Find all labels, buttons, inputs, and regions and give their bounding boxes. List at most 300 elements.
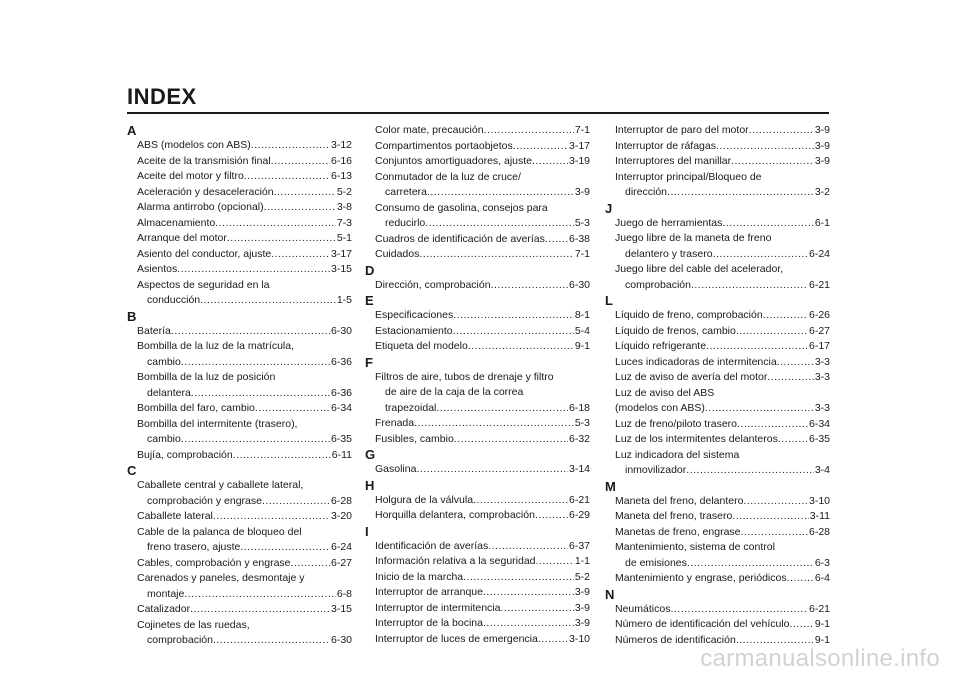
index-entry-text: Frenada bbox=[375, 417, 415, 429]
index-entry-text: Bombilla del intermitente (trasero), bbox=[137, 417, 298, 430]
index-page-number: 6-35 bbox=[330, 433, 352, 445]
index-leader-dots bbox=[190, 602, 330, 618]
index-leader-dots bbox=[737, 417, 808, 433]
index-entry-text: Bujía, comprobación bbox=[137, 448, 233, 461]
index-entry bbox=[127, 571, 352, 587]
index-page-number: 6-21 bbox=[808, 278, 830, 291]
index-letter-heading: J bbox=[605, 200, 613, 216]
index-entry-text: Bombilla de la luz de la matrícula, bbox=[137, 340, 294, 352]
index-entry bbox=[605, 216, 830, 232]
index-entry bbox=[605, 509, 830, 525]
index-letter-heading: I bbox=[365, 523, 369, 539]
index-entry-text: Interruptor de paro del motor bbox=[615, 124, 749, 136]
index-letter-heading: D bbox=[365, 262, 375, 278]
index-page-number: 5-2 bbox=[336, 185, 352, 198]
index-entry bbox=[605, 417, 830, 433]
index-entry-text: montaje bbox=[147, 587, 185, 600]
index-entry-text: Maneta del freno, delantero bbox=[615, 494, 744, 507]
index-page-number: 6-37 bbox=[568, 539, 590, 552]
index-entry-text: cambio bbox=[147, 433, 181, 445]
index-leader-dots bbox=[778, 432, 808, 448]
index-page-number: 6-4 bbox=[814, 572, 830, 584]
index-entry bbox=[605, 386, 830, 402]
index-leader-dots bbox=[416, 462, 568, 478]
title-rule bbox=[127, 112, 829, 114]
index-leader-dots bbox=[213, 509, 330, 525]
index-entry bbox=[365, 432, 590, 448]
index-entry-text: Luz indicadora del sistema bbox=[615, 448, 740, 461]
index-entry-text: Estacionamiento bbox=[375, 324, 453, 337]
index-leader-dots bbox=[271, 154, 330, 170]
index-page-number: 6-21 bbox=[808, 602, 830, 615]
index-page-number: 6-13 bbox=[330, 170, 352, 182]
index-entry-text: Cuidados bbox=[375, 248, 420, 260]
index-entry bbox=[605, 540, 830, 556]
index-entry bbox=[127, 401, 352, 417]
index-entry bbox=[127, 417, 352, 433]
index-column-3 bbox=[605, 123, 830, 648]
index-leader-dots bbox=[491, 278, 568, 294]
index-leader-dots bbox=[436, 401, 568, 417]
index-entry-text: ABS (modelos con ABS) bbox=[137, 139, 251, 151]
index-entry bbox=[127, 556, 352, 572]
index-entry-text: de emisiones bbox=[625, 556, 687, 569]
index-leader-dots bbox=[251, 138, 330, 154]
index-letter-heading: L bbox=[605, 293, 613, 308]
index-entry bbox=[365, 308, 590, 324]
index-entry-text: Cables, comprobación y engrase bbox=[137, 556, 291, 569]
index-entry bbox=[365, 370, 590, 386]
index-leader-dots bbox=[200, 293, 336, 309]
index-entry bbox=[365, 185, 590, 201]
index-leader-dots bbox=[535, 508, 568, 524]
index-leader-dots bbox=[787, 571, 814, 587]
index-page-number: 6-17 bbox=[808, 340, 830, 352]
index-page-number: 3-15 bbox=[330, 603, 352, 615]
index-entry bbox=[605, 185, 830, 201]
index-leader-dots bbox=[414, 416, 574, 432]
index-entry-text: Especificaciones bbox=[375, 309, 454, 321]
index-page-number: 5-4 bbox=[574, 324, 590, 337]
index-leader-dots bbox=[538, 632, 568, 648]
index-leader-dots bbox=[453, 324, 574, 340]
index-page-number: 3-9 bbox=[574, 186, 590, 198]
index-page-number: 6-32 bbox=[568, 432, 590, 445]
index-entry-text: Luz de aviso de avería del motor bbox=[615, 371, 768, 383]
index-entry-text: Bombilla de la luz de posición bbox=[137, 371, 276, 383]
index-letter-heading: A bbox=[127, 123, 137, 138]
index-entry-text: delantera bbox=[147, 386, 191, 399]
index-entry-text: Bombilla del faro, cambio bbox=[137, 402, 255, 414]
index-leader-dots bbox=[181, 432, 330, 448]
index-entry bbox=[127, 633, 352, 649]
index-page-number: 6-18 bbox=[568, 401, 590, 414]
index-leader-dots bbox=[670, 602, 808, 618]
index-page-number: 9-1 bbox=[574, 340, 590, 352]
index-leader-dots bbox=[790, 617, 814, 633]
index-entry bbox=[605, 571, 830, 587]
index-entry-text: Números de identificación bbox=[615, 633, 736, 646]
index-entry-text: Cuadros de identificación de averías bbox=[375, 232, 545, 245]
index-entry-text: Compartimentos portaobjetos bbox=[375, 139, 513, 152]
index-leader-dots bbox=[264, 200, 336, 216]
index-leader-dots bbox=[213, 633, 330, 649]
index-page-number: 3-12 bbox=[330, 139, 352, 151]
index-entry-text: Batería bbox=[137, 324, 171, 337]
index-entry-text: Interruptor de la bocina bbox=[375, 617, 483, 629]
index-leader-dots bbox=[171, 324, 330, 340]
index-entry-text: Cable de la palanca de bloqueo del bbox=[137, 525, 302, 538]
index-entry-text: Caballete lateral bbox=[137, 510, 213, 522]
index-entry bbox=[365, 416, 590, 432]
index-entry-text: Dirección, comprobación bbox=[375, 278, 491, 291]
index-entry bbox=[605, 154, 830, 170]
index-leader-dots bbox=[777, 355, 814, 371]
index-entry-text: Consumo de gasolina, consejos para bbox=[375, 201, 548, 214]
index-entry bbox=[605, 123, 830, 139]
index-page-number: 9-1 bbox=[814, 618, 830, 630]
index-page-number: 6-30 bbox=[330, 634, 352, 646]
index-entry-text: Catalizador bbox=[137, 603, 191, 615]
index-leader-dots bbox=[483, 585, 574, 601]
index-entry bbox=[365, 247, 590, 263]
index-page-number: 3-19 bbox=[568, 155, 590, 167]
index-entry bbox=[365, 232, 590, 248]
index-entry bbox=[127, 355, 352, 371]
index-page-number: 6-36 bbox=[330, 386, 352, 399]
index-entry-text: Gasolina bbox=[375, 463, 417, 475]
index-entry bbox=[365, 339, 590, 355]
index-entry bbox=[605, 401, 830, 417]
index-entry bbox=[127, 587, 352, 603]
index-entry-text: delantero y trasero bbox=[625, 247, 713, 260]
index-entry-text: Aceite de la transmisión final bbox=[137, 154, 271, 167]
index-leader-dots bbox=[749, 123, 814, 139]
index-entry-text: de aire de la caja de la correa bbox=[385, 386, 524, 398]
index-page-number: 5-3 bbox=[574, 417, 590, 429]
index-entry-text: Juego libre del cable del acelerador, bbox=[615, 263, 784, 275]
index-leader-dots bbox=[291, 556, 330, 572]
index-entry-text: conducción bbox=[147, 294, 201, 306]
index-page-number: 9-1 bbox=[814, 633, 830, 646]
index-leader-dots bbox=[686, 463, 814, 479]
index-letter-heading: G bbox=[365, 447, 376, 462]
index-leader-dots bbox=[767, 370, 813, 386]
index-leader-dots bbox=[731, 154, 814, 170]
index-page-number: 3-10 bbox=[568, 632, 590, 645]
index-page-number: 6-1 bbox=[814, 216, 830, 229]
index-entry-text: Almacenamiento bbox=[137, 216, 216, 229]
index-entry-text: Etiqueta del modelo bbox=[375, 340, 468, 352]
index-entry bbox=[605, 170, 830, 186]
index-page-number: 6-21 bbox=[568, 493, 590, 506]
index-leader-dots bbox=[227, 231, 336, 247]
index-leader-dots bbox=[732, 509, 808, 525]
index-leader-dots bbox=[244, 169, 330, 185]
index-entry bbox=[127, 509, 352, 525]
index-leader-dots bbox=[177, 262, 330, 278]
index-entry-text: comprobación bbox=[625, 278, 691, 291]
index-page-number: 3-9 bbox=[574, 601, 590, 614]
index-page-number: 3-9 bbox=[814, 139, 830, 152]
index-page-number: 3-3 bbox=[814, 355, 830, 368]
index-page-number: 6-34 bbox=[330, 402, 352, 414]
index-letter-heading: N bbox=[605, 586, 615, 602]
index-page-number: 6-24 bbox=[330, 541, 352, 553]
index-column-2 bbox=[365, 123, 590, 647]
index-leader-dots bbox=[453, 308, 574, 324]
index-leader-dots bbox=[500, 601, 573, 617]
index-entry bbox=[127, 138, 352, 154]
index-entry-text: Maneta del freno, trasero bbox=[615, 510, 733, 522]
index-leader-dots bbox=[233, 448, 331, 464]
index-page-number: 6-38 bbox=[568, 232, 590, 245]
index-entry bbox=[127, 200, 352, 216]
index-entry bbox=[127, 324, 352, 340]
index-entry-text: trapezoidal bbox=[385, 401, 437, 414]
index-entry bbox=[127, 525, 352, 541]
index-leader-dots bbox=[468, 339, 574, 355]
index-entry bbox=[127, 478, 352, 494]
index-page-number: 3-3 bbox=[814, 402, 830, 414]
index-entry-text: Filtros de aire, tubos de drenaje y filtro bbox=[375, 370, 554, 383]
index-entry-text: Arranque del motor bbox=[137, 232, 227, 244]
index-column-1 bbox=[127, 123, 352, 649]
index-leader-dots bbox=[484, 123, 574, 139]
index-letter-heading: E bbox=[365, 293, 374, 308]
index-page-number: 3-17 bbox=[568, 139, 590, 152]
index-entry bbox=[365, 278, 590, 294]
index-page-number: 3-2 bbox=[814, 186, 830, 198]
index-entry bbox=[605, 370, 830, 386]
index-page-number: 6-30 bbox=[568, 278, 590, 291]
index-entry bbox=[605, 602, 830, 618]
index-leader-dots bbox=[240, 540, 330, 556]
index-entry-text: inmovilizador bbox=[625, 464, 687, 476]
index-entry bbox=[127, 602, 352, 618]
index-entry bbox=[605, 525, 830, 541]
index-entry-text: Alarma antirrobo (opcional) bbox=[137, 201, 264, 213]
index-entry bbox=[365, 401, 590, 417]
index-page-number: 6-28 bbox=[808, 525, 830, 538]
index-entry-text: Luz de freno/piloto trasero bbox=[615, 417, 737, 430]
index-leader-dots bbox=[181, 355, 330, 371]
index-leader-dots bbox=[215, 216, 336, 232]
index-entry-text: freno trasero, ajuste bbox=[147, 541, 241, 553]
index-page-number: 7-3 bbox=[336, 216, 352, 229]
index-page-number: 6-24 bbox=[808, 247, 830, 260]
index-entry bbox=[365, 508, 590, 524]
index-entry bbox=[127, 247, 352, 263]
index-page-number: 6-27 bbox=[330, 556, 352, 569]
index-entry bbox=[365, 585, 590, 601]
index-entry bbox=[127, 540, 352, 556]
index-entry bbox=[605, 324, 830, 340]
index-leader-dots bbox=[274, 185, 336, 201]
index-entry bbox=[365, 324, 590, 340]
index-entry-text: Conjuntos amortiguadores, ajuste bbox=[375, 155, 533, 167]
index-entry bbox=[127, 339, 352, 355]
index-page-number: 3-9 bbox=[814, 155, 830, 167]
index-entry bbox=[127, 278, 352, 294]
index-letter-heading: C bbox=[127, 463, 137, 478]
index-entry-text: Interruptor principal/Bloqueo de bbox=[615, 170, 762, 183]
index-leader-dots bbox=[473, 493, 568, 509]
index-page-number: 5-3 bbox=[574, 217, 590, 229]
index-entry-text: reducirlo bbox=[385, 217, 426, 229]
index-page-number: 6-16 bbox=[330, 154, 352, 167]
index-entry-text: Líquido de freno, comprobación bbox=[615, 309, 763, 321]
index-entry-text: Luz de aviso del ABS bbox=[615, 386, 715, 399]
index-entry-text: Horquilla delantera, comprobación bbox=[375, 509, 535, 521]
index-entry bbox=[605, 617, 830, 633]
index-entry bbox=[365, 539, 590, 555]
index-entry bbox=[127, 618, 352, 634]
index-entry bbox=[605, 231, 830, 247]
page-title: INDEX bbox=[127, 84, 197, 109]
index-leader-dots bbox=[743, 494, 808, 510]
index-leader-dots bbox=[741, 525, 808, 541]
index-entry bbox=[127, 216, 352, 232]
index-entry bbox=[127, 154, 352, 170]
index-entry-text: Neumáticos bbox=[615, 602, 671, 615]
index-entry-text: (modelos con ABS) bbox=[615, 402, 705, 414]
index-entry bbox=[605, 308, 830, 324]
index-entry bbox=[127, 386, 352, 402]
index-page-number: 6-26 bbox=[808, 309, 830, 321]
index-entry bbox=[127, 370, 352, 386]
index-page-number: 3-3 bbox=[814, 371, 830, 383]
index-entry-text: Conmutador de la luz de cruce/ bbox=[375, 170, 521, 183]
index-letter-heading: F bbox=[365, 354, 373, 370]
index-entry bbox=[605, 494, 830, 510]
index-page-number: 6-30 bbox=[330, 324, 352, 337]
index-entry bbox=[605, 339, 830, 355]
index-entry bbox=[605, 262, 830, 278]
index-page-number: 3-10 bbox=[808, 494, 830, 507]
index-entry bbox=[365, 601, 590, 617]
index-leader-dots bbox=[419, 247, 573, 263]
index-leader-dots bbox=[454, 432, 568, 448]
index-page-number: 5-2 bbox=[574, 570, 590, 583]
index-page-number: 3-20 bbox=[330, 510, 352, 522]
index-entry-text: Identificación de averías bbox=[375, 539, 489, 552]
index-page-number: 3-9 bbox=[574, 617, 590, 629]
index-leader-dots bbox=[271, 247, 330, 263]
index-letter-heading: M bbox=[605, 478, 616, 494]
index-page-number: 3-11 bbox=[809, 510, 830, 522]
index-entry bbox=[127, 432, 352, 448]
index-page-number: 5-1 bbox=[336, 232, 352, 244]
index-entry bbox=[605, 432, 830, 448]
index-entry bbox=[365, 570, 590, 586]
index-entry bbox=[365, 154, 590, 170]
index-entry bbox=[365, 554, 590, 570]
index-leader-dots bbox=[513, 139, 568, 155]
index-page-number: 7-1 bbox=[574, 248, 590, 260]
index-entry-text: Número de identificación del vehículo bbox=[615, 618, 790, 630]
index-entry bbox=[127, 293, 352, 309]
index-leader-dots bbox=[262, 494, 330, 510]
index-entry bbox=[605, 247, 830, 263]
index-page-number: 1-5 bbox=[336, 294, 352, 306]
index-entry-text: Juego libre de la maneta de freno bbox=[615, 232, 772, 244]
index-entry-text: Asiento del conductor, ajuste bbox=[137, 247, 272, 260]
index-page-number: 6-27 bbox=[808, 324, 830, 337]
index-entry bbox=[127, 231, 352, 247]
index-leader-dots bbox=[483, 616, 574, 632]
index-leader-dots bbox=[536, 554, 574, 570]
index-page-number: 3-14 bbox=[568, 463, 590, 475]
index-entry bbox=[365, 632, 590, 648]
index-entry-text: Líquido refrigerante bbox=[615, 340, 707, 352]
index-entry-text: Mantenimiento, sistema de control bbox=[615, 541, 775, 553]
index-entry-text: Aceite del motor y filtro bbox=[137, 170, 244, 182]
index-entry-text: Cojinetes de las ruedas, bbox=[137, 618, 250, 631]
index-entry bbox=[605, 448, 830, 464]
index-leader-dots bbox=[736, 324, 808, 340]
index-entry-text: Interruptor de intermitencia bbox=[375, 601, 501, 614]
index-entry-text: Asientos bbox=[137, 263, 178, 275]
index-page-number: 3-8 bbox=[336, 201, 352, 213]
index-leader-dots bbox=[463, 570, 574, 586]
index-leader-dots bbox=[716, 139, 814, 155]
index-entry bbox=[365, 170, 590, 186]
index-entry-text: Luces indicadoras de intermitencia bbox=[615, 355, 777, 368]
index-entry bbox=[127, 169, 352, 185]
index-page-number: 8-1 bbox=[574, 309, 590, 321]
index-entry bbox=[127, 448, 352, 464]
index-entry bbox=[605, 463, 830, 479]
index-entry bbox=[127, 185, 352, 201]
index-page-number: 3-9 bbox=[574, 586, 590, 598]
index-page-number: 3-4 bbox=[814, 464, 830, 476]
index-entry-text: Juego de herramientas bbox=[615, 216, 723, 229]
index-leader-dots bbox=[545, 232, 568, 248]
index-entry-text: comprobación bbox=[147, 634, 213, 646]
index-page-number: 7-1 bbox=[574, 124, 590, 136]
index-entry-text: Manetas de freno, engrase bbox=[615, 525, 741, 538]
index-entry bbox=[365, 493, 590, 509]
index-leader-dots bbox=[488, 539, 568, 555]
index-leader-dots bbox=[427, 185, 574, 201]
index-entry-text: cambio bbox=[147, 355, 181, 368]
index-page-number: 6-3 bbox=[814, 556, 830, 569]
index-letter-heading: B bbox=[127, 308, 137, 324]
index-entry bbox=[365, 123, 590, 139]
index-page-number: 6-11 bbox=[331, 448, 352, 461]
watermark: carmanualsonline.info bbox=[700, 645, 940, 672]
index-entry-text: carretera bbox=[385, 186, 428, 198]
index-leader-dots bbox=[255, 401, 330, 417]
index-entry-text: Caballete central y caballete lateral, bbox=[137, 479, 304, 491]
index-entry bbox=[605, 556, 830, 572]
index-entry bbox=[365, 201, 590, 217]
index-entry-text: Interruptor de luces de emergencia bbox=[375, 632, 538, 645]
index-leader-dots bbox=[425, 216, 574, 232]
index-page-number: 3-15 bbox=[330, 263, 352, 275]
index-page-number: 6-36 bbox=[330, 355, 352, 368]
index-page-number: 3-17 bbox=[330, 247, 352, 260]
index-entry-text: Luz de los intermitentes delanteros bbox=[615, 433, 778, 445]
index-entry bbox=[127, 262, 352, 278]
index-leader-dots bbox=[687, 556, 814, 572]
index-leader-dots bbox=[722, 216, 813, 232]
index-page-number: 3-9 bbox=[814, 124, 830, 136]
index-page-number: 6-35 bbox=[808, 433, 830, 445]
index-entry bbox=[365, 139, 590, 155]
index-leader-dots bbox=[706, 339, 808, 355]
